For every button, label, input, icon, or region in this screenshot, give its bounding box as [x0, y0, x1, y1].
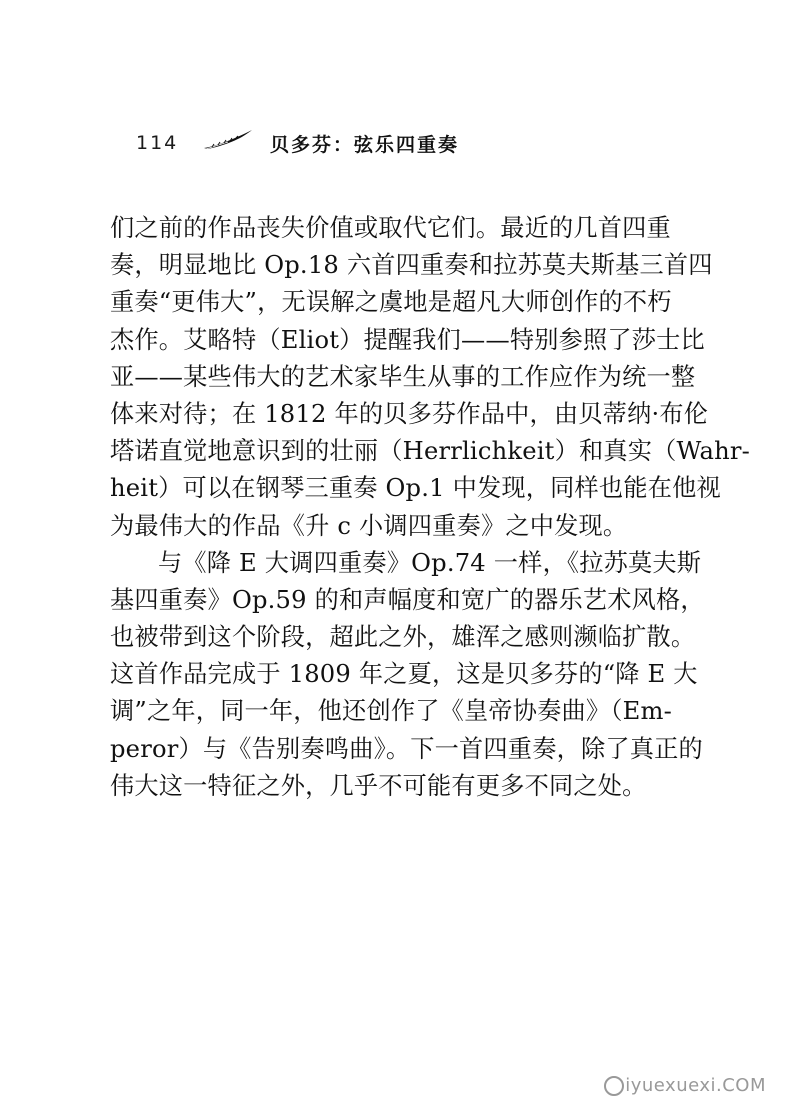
paragraph-1 — [110, 210, 751, 545]
text-line: 重奏“更伟大”，无误解之虞地是超凡大师创作的不朽 — [110, 288, 672, 317]
site-watermark — [604, 1075, 766, 1096]
body-text — [110, 210, 751, 805]
text-line: heit）可以在钢琴三重奏 Op.1 中发现，同样也能在他视 — [110, 474, 721, 503]
paragraph-2 — [110, 545, 705, 805]
text-line: 为最伟大的作品《升 c 小调四重奏》之中发现。 — [110, 511, 628, 540]
text-line: 体来对待；在 1812 年的贝多芬作品中，由贝蒂纳·布伦 — [110, 399, 709, 428]
page-header — [136, 128, 696, 158]
text-line: 杰作。艾略特（Eliot）提醒我们——特别参照了莎士比 — [110, 325, 705, 354]
text-line: 亚——某些伟大的艺术家毕生从事的工作应作为统一整 — [110, 362, 696, 391]
quill-pen-icon — [202, 128, 254, 152]
text-line: peror）与《告别奏鸣曲》。下一首四重奏，除了真正的 — [110, 734, 703, 763]
text-line: 也被带到这个阶段，超此之外，雄浑之感则濒临扩散。 — [110, 623, 696, 652]
watermark-text: iyuexuexi.COM — [625, 1075, 766, 1096]
watermark-q-logo-icon — [604, 1076, 624, 1096]
text-line: 基四重奏》Op.59 的和声幅度和宽广的器乐艺术风格， — [110, 585, 705, 614]
text-line: 这首作品完成于 1809 年之夏，这是贝多芬的“降 E 大 — [110, 660, 698, 689]
text-line: 调”之年，同一年，他还创作了《皇帝协奏曲》（Em- — [110, 697, 672, 726]
text-line: 奏，明显地比 Op.18 六首四重奏和拉苏莫夫斯基三首四 — [110, 251, 713, 280]
running-title: 贝多芬：弦乐四重奏 — [270, 134, 460, 156]
text-line: 与《降 E 大调四重奏》Op.74 一样，《拉苏莫夫斯 — [158, 548, 702, 577]
page-number: 114 — [136, 132, 179, 154]
text-line: 伟大这一特征之外，几乎不可能有更多不同之处。 — [110, 771, 647, 800]
text-line: 塔诺直觉地意识到的壮丽（Herrlichkeit）和真实（Wahr- — [110, 437, 751, 466]
text-line: 们之前的作品丧失价值或取代它们。最近的几首四重 — [110, 214, 671, 242]
